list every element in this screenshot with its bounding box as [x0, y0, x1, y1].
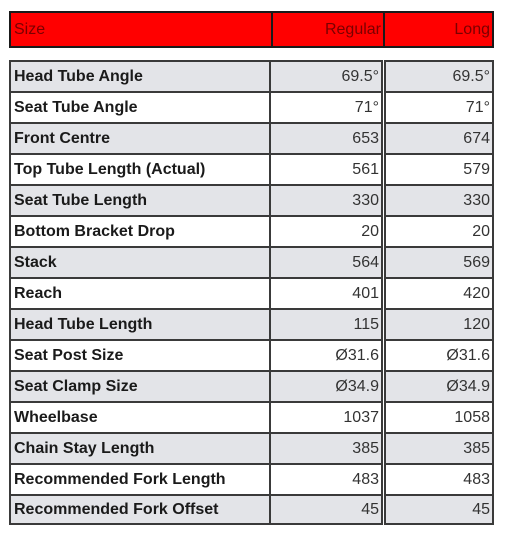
row-long: 69.5°	[384, 60, 494, 91]
row-regular: 564	[269, 246, 381, 277]
table-row	[9, 401, 494, 432]
row-regular: 69.5°	[269, 60, 381, 91]
row-regular: 20	[269, 215, 381, 246]
row-regular: 653	[269, 122, 381, 153]
row-regular: 1037	[269, 401, 381, 432]
row-long: 20	[384, 215, 494, 246]
table-row	[9, 432, 494, 463]
table-row	[9, 463, 494, 494]
row-label: Recommended Fork Length	[9, 463, 269, 494]
row-label: Top Tube Length (Actual)	[9, 153, 269, 184]
header-size: Size	[14, 20, 46, 38]
row-label: Stack	[9, 246, 269, 277]
row-regular: 401	[269, 277, 381, 308]
row-label: Head Tube Length	[9, 308, 269, 339]
row-long: 385	[384, 432, 494, 463]
table-row	[9, 494, 494, 525]
row-long: 579	[384, 153, 494, 184]
row-regular: Ø34.9	[269, 370, 381, 401]
table-row	[9, 122, 494, 153]
table-row	[9, 308, 494, 339]
row-long: 674	[384, 122, 494, 153]
table-row	[9, 91, 494, 122]
table-row	[9, 153, 494, 184]
row-regular: 45	[269, 494, 381, 525]
row-label: Seat Tube Angle	[9, 91, 269, 122]
row-long: Ø31.6	[384, 339, 494, 370]
row-long: 120	[384, 308, 494, 339]
row-long: 71°	[384, 91, 494, 122]
row-regular: 561	[269, 153, 381, 184]
header-long: Long	[383, 13, 492, 46]
row-regular: 71°	[269, 91, 381, 122]
table-header	[9, 11, 494, 48]
table-row	[9, 60, 494, 91]
row-regular: Ø31.6	[269, 339, 381, 370]
table-row	[9, 184, 494, 215]
row-long: 45	[384, 494, 494, 525]
table-body	[9, 60, 494, 525]
row-label: Seat Clamp Size	[9, 370, 269, 401]
table-row	[9, 246, 494, 277]
row-long: Ø34.9	[384, 370, 494, 401]
table-row	[9, 277, 494, 308]
row-long: 569	[384, 246, 494, 277]
row-long: 330	[384, 184, 494, 215]
header-regular: Regular	[271, 13, 383, 46]
table-row	[9, 215, 494, 246]
row-label: Bottom Bracket Drop	[9, 215, 269, 246]
table-row	[9, 370, 494, 401]
row-label: Chain Stay Length	[9, 432, 269, 463]
row-label: Reach	[9, 277, 269, 308]
row-label: Seat Tube Length	[9, 184, 269, 215]
row-long: 1058	[384, 401, 494, 432]
row-label: Wheelbase	[9, 401, 269, 432]
row-regular: 330	[269, 184, 381, 215]
geometry-table	[9, 11, 494, 525]
row-regular: 483	[269, 463, 381, 494]
table-row	[9, 339, 494, 370]
row-long: 420	[384, 277, 494, 308]
row-label: Head Tube Angle	[9, 60, 269, 91]
row-long: 483	[384, 463, 494, 494]
row-label: Front Centre	[9, 122, 269, 153]
row-regular: 385	[269, 432, 381, 463]
row-regular: 115	[269, 308, 381, 339]
row-label: Seat Post Size	[9, 339, 269, 370]
row-label: Recommended Fork Offset	[9, 494, 269, 525]
